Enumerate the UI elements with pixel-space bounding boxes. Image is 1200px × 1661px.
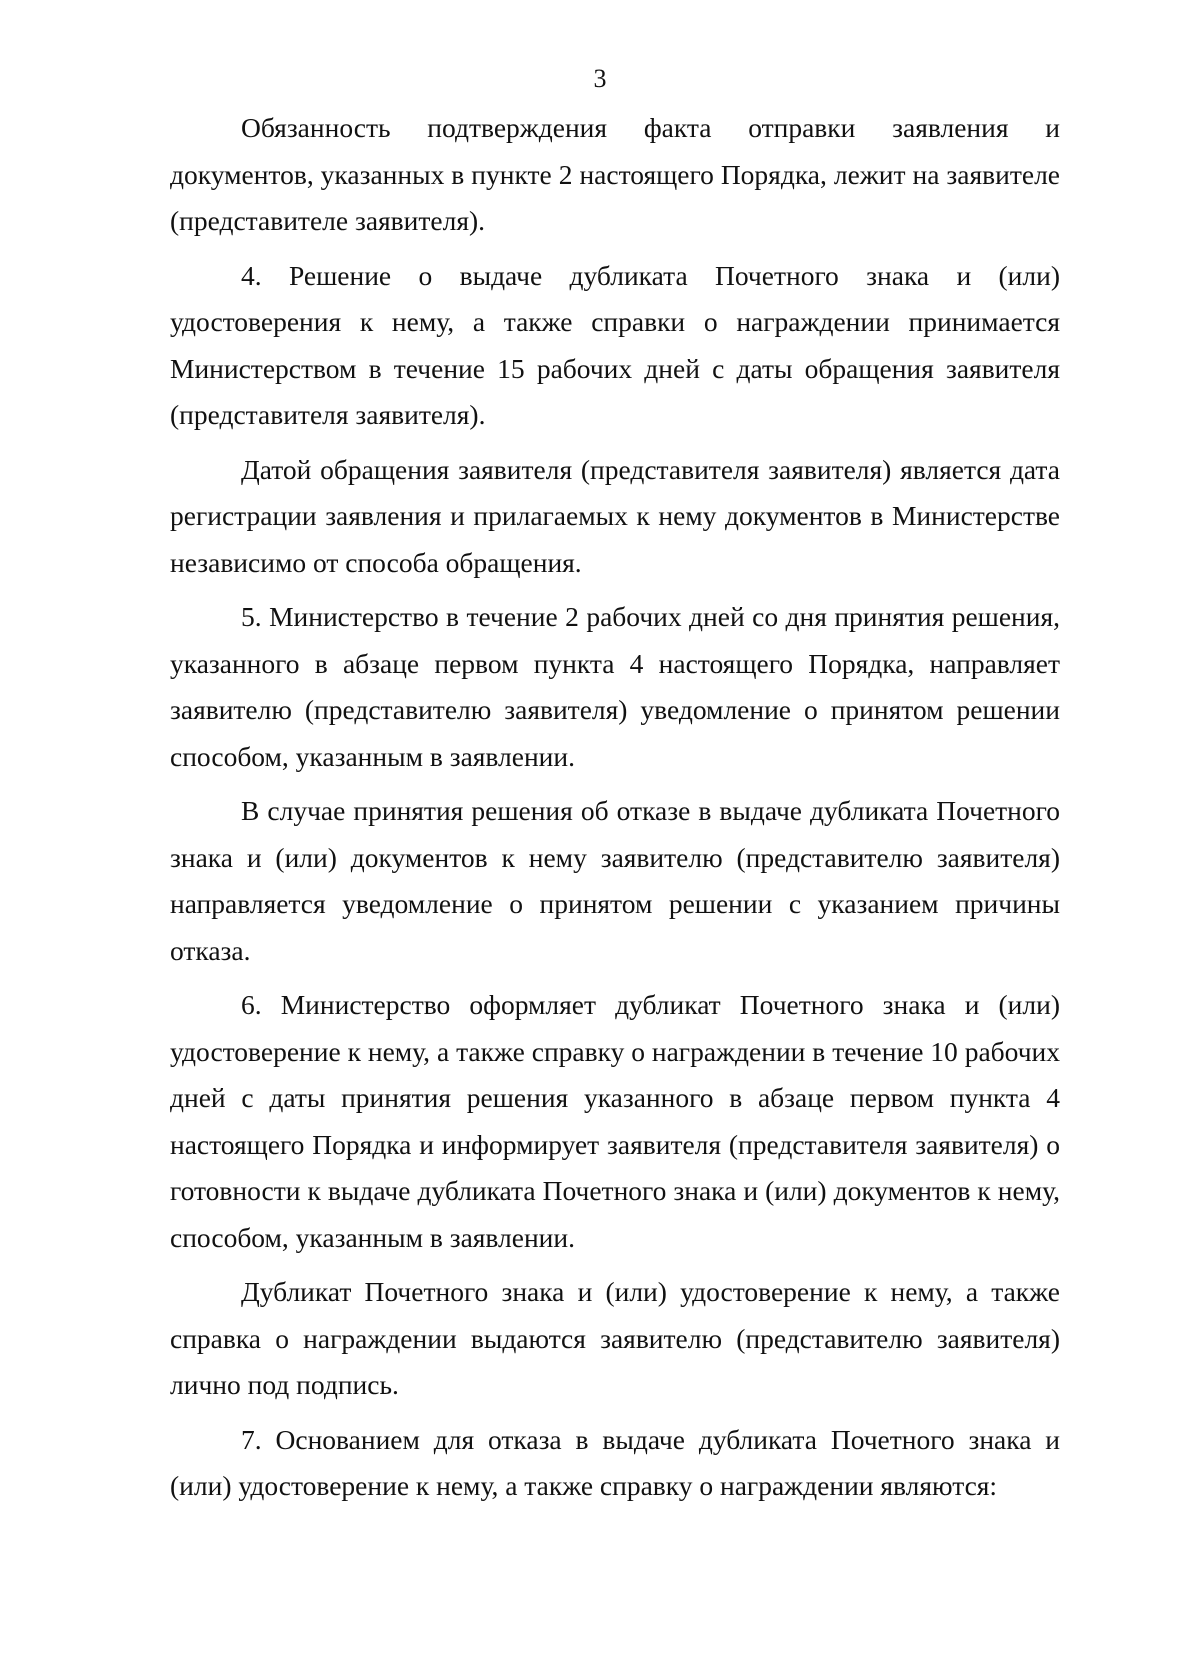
- paragraph-item-5: 5. Министерство в течение 2 рабочих дней со дня принятия решения, указанного в абзаце первом пункта 4 настоящего Порядка, направляет заявителю (представителю заявителя) уведомление о принятом решении способом, указанным в заявлении.: [170, 601, 1060, 772]
- paragraph-confirmation-duty: Обязанность подтверждения факта отправки заявления и документов, указанных в пункте 2 настоящего Порядка, лежит на заявителе (представителе заявителя).: [170, 112, 1060, 236]
- page-number: 3: [593, 64, 607, 93]
- paragraph-item-7: 7. Основанием для отказа в выдаче дубликата Почетного знака и (или) удостоверение к нему, а также справку о награждении являются:: [170, 1423, 1060, 1501]
- document-body: [170, 105, 1060, 1510]
- paragraph-item-4: 4. Решение о выдаче дубликата Почетного знака и (или) удостоверения к нему, а также справки о награждении принимается Министерством в течение 15 рабочих дней с даты обращения заявителя (представителя заявителя).: [170, 259, 1060, 430]
- paragraph-refusal-notice: В случае принятия решения об отказе в выдаче дубликата Почетного знака и (или) документов к нему заявителю (представителю заявителя) направляется уведомление о принятом решении с указанием причины отказа.: [170, 795, 1060, 966]
- paragraph-application-date: Датой обращения заявителя (представителя заявителя) является дата регистрации заявления и прилагаемых к нему документов в Министерстве независимо от способа обращения.: [170, 453, 1060, 578]
- paragraph-duplicate-issue: Дубликат Почетного знака и (или) удостоверение к нему, а также справка о награждении выдаются заявителю (представителю заявителя) лично под подпись.: [170, 1276, 1060, 1400]
- paragraph-item-6: 6. Министерство оформляет дубликат Почетного знака и (или) удостоверение к нему, а также справку о награждении в течение 10 рабочих дней с даты принятия решения указанного в абзаце первом пункта 4 настоящего Порядка и информирует заявителя (представителя заявителя) о готовности к выдаче дубликата Почетного знака и (или) документов к нему, способом, указанным в заявлении.: [170, 989, 1060, 1253]
